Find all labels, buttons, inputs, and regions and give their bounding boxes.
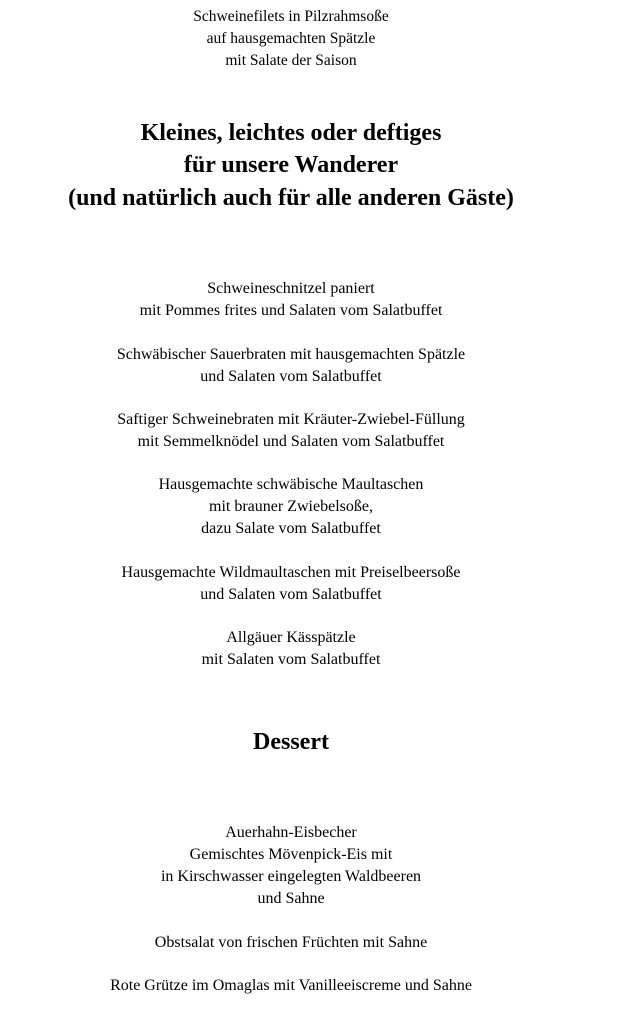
intro-dish-line-2: auf hausgemachten Spätzle bbox=[206, 30, 376, 47]
dish-2-line-2: und Salaten vom Salatbuffet bbox=[200, 368, 382, 385]
dish-2-line-1: Schwäbischer Sauerbraten mit hausgemachten Spätzle bbox=[116, 346, 466, 363]
dish-4-line-2: mit brauner Zwiebelsoße, bbox=[209, 498, 373, 515]
dish-5-line-2: und Salaten vom Salatbuffet bbox=[200, 586, 382, 603]
dessert-1-line-1: Auerhahn-Eisbecher bbox=[225, 824, 357, 841]
dessert-1-line-3: in Kirschwasser eingelegten Waldbeeren bbox=[160, 868, 422, 885]
dessert-2-line-1: Obstsalat von frischen Früchten mit Sahne bbox=[154, 934, 428, 951]
intro-dish-line-1: Schweinefilets in Pilzrahmsoße bbox=[193, 8, 389, 25]
dish-5-line-1: Hausgemachte Wildmaultaschen mit Preiselbeersoße bbox=[121, 564, 461, 581]
dish-6-line-2: mit Salaten vom Salatbuffet bbox=[201, 651, 381, 668]
dessert-1-line-4: und Sahne bbox=[257, 890, 325, 907]
dish-4-line-3: dazu Salate vom Salatbuffet bbox=[201, 520, 381, 537]
intro-dish-line-3: mit Salate der Saison bbox=[225, 52, 357, 69]
wanderer-heading-line-1: Kleines, leichtes oder deftiges bbox=[140, 120, 442, 146]
dish-1-line-1: Schweineschnitzel paniert bbox=[207, 280, 375, 297]
wanderer-heading-line-2: für unsere Wanderer bbox=[183, 152, 399, 178]
dish-3-line-2: mit Semmelknödel und Salaten vom Salatbuffet bbox=[137, 433, 445, 450]
dish-6-line-1: Allgäuer Kässpätzle bbox=[226, 629, 356, 646]
dessert-heading: Dessert bbox=[253, 729, 329, 755]
dessert-3-line-1: Rote Grütze im Omaglas mit Vanilleeiscreme und Sahne bbox=[110, 977, 472, 994]
dessert-1-line-2: Gemischtes Mövenpick-Eis mit bbox=[189, 846, 393, 863]
dish-1-line-2: mit Pommes frites und Salaten vom Salatbuffet bbox=[139, 302, 443, 319]
wanderer-heading-line-3: (und natürlich auch für alle anderen Gäste) bbox=[68, 185, 514, 211]
dish-4-line-1: Hausgemachte schwäbische Maultaschen bbox=[158, 476, 424, 493]
dish-3-line-1: Saftiger Schweinebraten mit Kräuter-Zwiebel-Füllung bbox=[117, 411, 465, 428]
